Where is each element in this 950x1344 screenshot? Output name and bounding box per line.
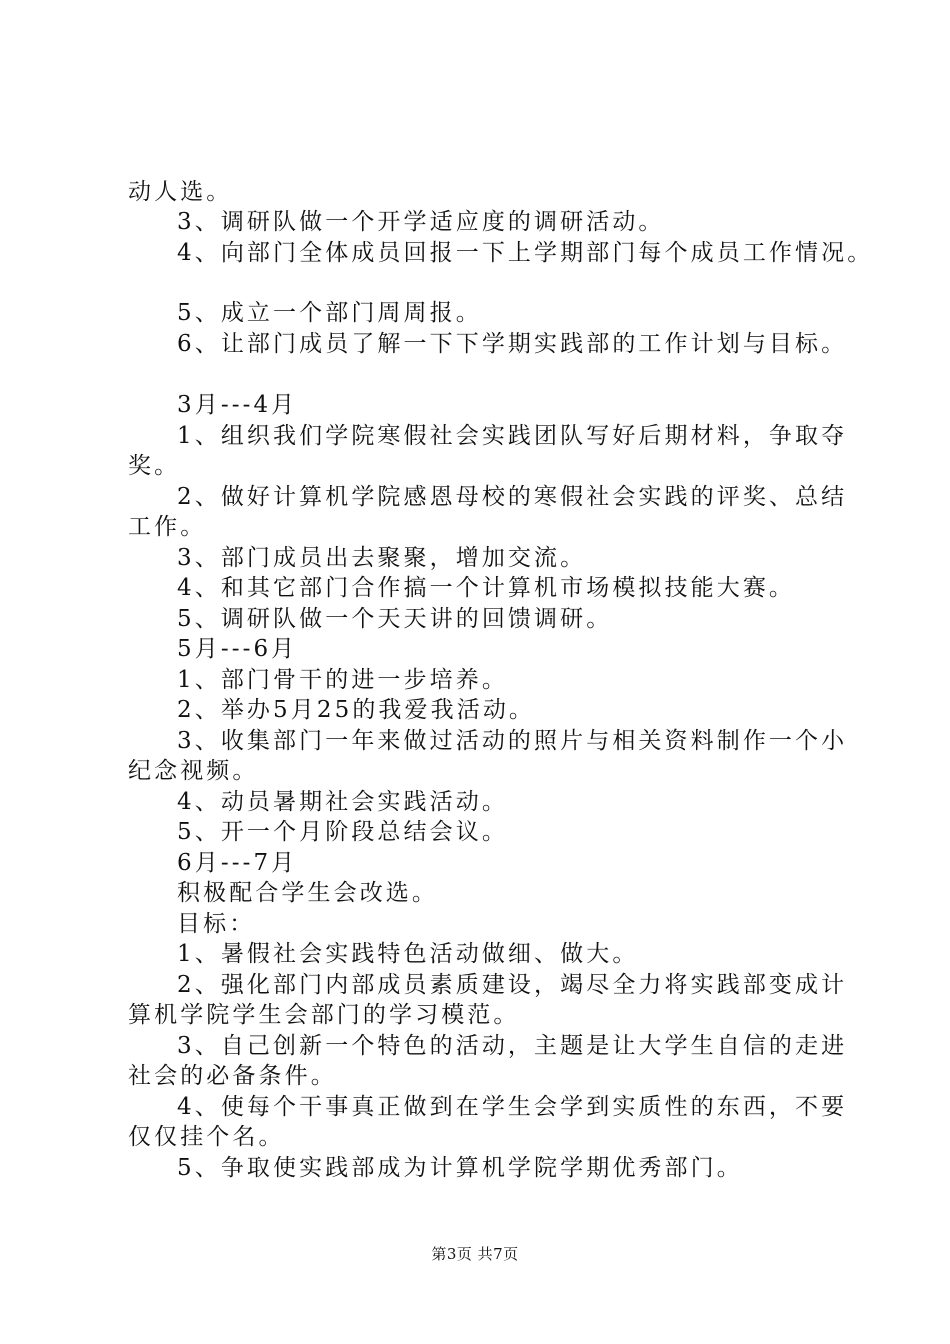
text-line: 3、调研队做一个开学适应度的调研活动。: [177, 209, 665, 235]
text-line: 4、和其它部门合作搞一个计算机市场模拟技能大赛。: [177, 575, 796, 601]
text-line: 2、强化部门内部成员素质建设，竭尽全力将实践部变成计: [177, 972, 848, 998]
text-line: 3、收集部门一年来做过活动的照片与相关资料制作一个小: [177, 728, 848, 754]
text-line: 算机学院学生会部门的学习模范。: [128, 1002, 520, 1028]
text-line: 动人选。: [128, 179, 233, 205]
text-line: 5、争取使实践部成为计算机学院学期优秀部门。: [177, 1155, 743, 1181]
section-heading: 目标：: [177, 911, 256, 937]
text-line: 5、开一个月阶段总结会议。: [177, 819, 508, 845]
text-line: 纪念视频。: [128, 758, 259, 784]
text-line: 1、组织我们学院寒假社会实践团队写好后期材料，争取夺: [177, 423, 848, 449]
text-line: 奖。: [128, 453, 181, 479]
page-number: 第3页 共7页: [431, 1245, 519, 1263]
text-line: 5、调研队做一个天天讲的回馈调研。: [177, 606, 613, 632]
text-line: 社会的必备条件。: [128, 1063, 337, 1089]
section-heading: 6月---7月: [177, 850, 298, 876]
text-line: 5、成立一个部门周周报。: [177, 300, 482, 326]
text-line: 1、部门骨干的进一步培养。: [177, 667, 508, 693]
text-line: 2、举办5月25的我爱我活动。: [177, 697, 536, 723]
text-line: 4、使每个干事真正做到在学生会学到实质性的东西，不要: [177, 1094, 848, 1120]
text-line: 积极配合学生会改选。: [177, 880, 438, 906]
text-line: 2、做好计算机学院感恩母校的寒假社会实践的评奖、总结: [177, 484, 848, 510]
text-line: 6、让部门成员了解一下下学期实践部的工作计划与目标。: [177, 331, 848, 357]
text-line: 工作。: [128, 514, 207, 540]
text-line: 4、向部门全体成员回报一下上学期部门每个成员工作情况。: [177, 240, 874, 266]
text-line: 3、部门成员出去聚聚，增加交流。: [177, 545, 587, 571]
section-heading: 5月---6月: [177, 636, 298, 662]
text-line: 3、自己创新一个特色的活动，主题是让大学生自信的走进: [177, 1033, 848, 1059]
text-line: 4、动员暑期社会实践活动。: [177, 789, 508, 815]
section-heading: 3月---4月: [177, 392, 298, 418]
text-line: 1、暑假社会实践特色活动做细、做大。: [177, 941, 639, 967]
text-line: 仅仅挂个名。: [128, 1124, 285, 1150]
